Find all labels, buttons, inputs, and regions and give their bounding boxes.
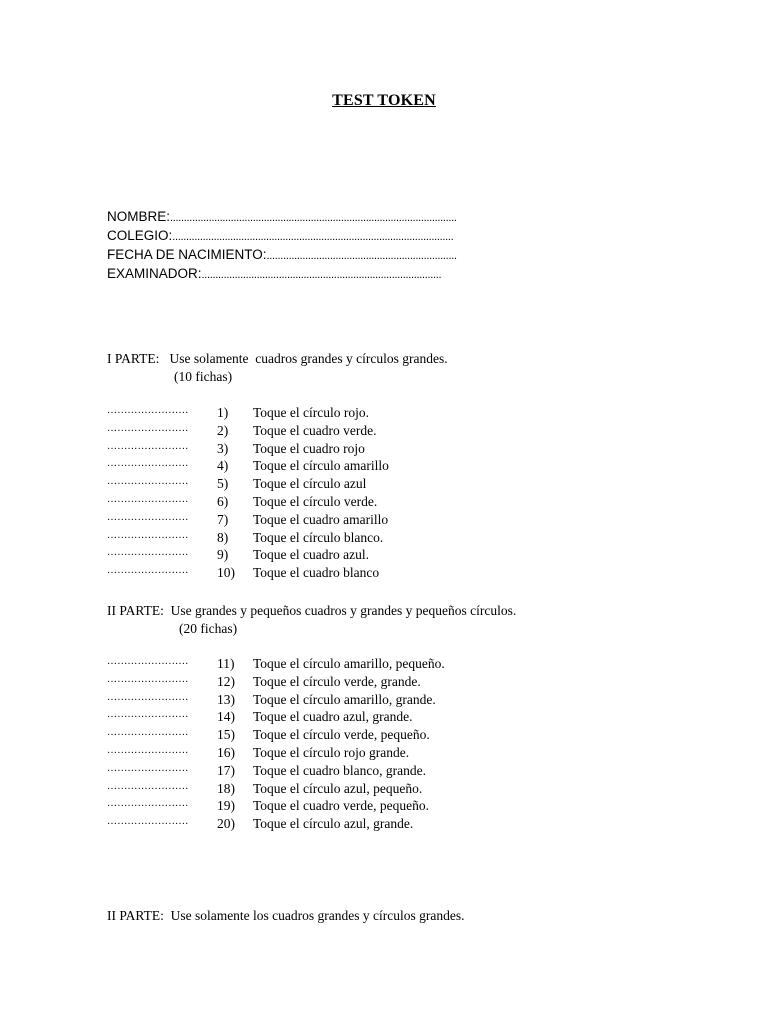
answer-blank: …………………… bbox=[107, 565, 189, 577]
field-blank-line: ..................................................................... bbox=[266, 250, 457, 262]
item-number: 1) bbox=[217, 405, 229, 420]
field-colegio bbox=[107, 227, 457, 246]
item-number: 5) bbox=[217, 476, 229, 492]
answer-blank: …………………… bbox=[107, 547, 189, 559]
field-label: COLEGIO: bbox=[107, 228, 173, 243]
answer-blank: …………………… bbox=[107, 493, 189, 505]
answer-blank: …………………… bbox=[107, 405, 189, 416]
item-instruction: Toque el cuadro azul, grande. bbox=[253, 709, 413, 725]
field-examinador bbox=[107, 265, 457, 284]
item-instruction: Toque el círculo verde, grande. bbox=[253, 673, 421, 689]
field-label: EXAMINADOR: bbox=[107, 266, 202, 281]
item-instruction: Toque el círculo azul bbox=[253, 476, 367, 492]
item-number: 13) bbox=[217, 691, 235, 707]
item-number: 11) bbox=[217, 656, 235, 671]
item-number: 2) bbox=[217, 422, 229, 438]
student-info-fields bbox=[107, 208, 457, 284]
field-label: FECHA DE NACIMIENTO: bbox=[107, 247, 267, 262]
answer-blank: …………………… bbox=[107, 440, 189, 452]
item-instruction: Toque el cuadro verde. bbox=[253, 422, 377, 438]
field-blank-line: ...................................................................................................... bbox=[172, 231, 454, 243]
item-instruction: Toque el círculo rojo. bbox=[253, 405, 370, 420]
part-3-heading bbox=[107, 907, 465, 925]
item-instruction: Toque el círculo azul, grande. bbox=[253, 816, 414, 832]
item-instruction: Toque el cuadro azul. bbox=[253, 547, 370, 563]
field-blank-line: ....................................................................................... bbox=[201, 269, 442, 281]
item-number: 16) bbox=[217, 744, 235, 760]
answer-blank: …………………… bbox=[107, 673, 189, 685]
item-number: 7) bbox=[217, 511, 229, 527]
document-title: TEST TOKEN bbox=[332, 92, 436, 109]
item-instruction: Toque el círculo blanco. bbox=[253, 529, 384, 545]
item-instruction: Toque el círculo amarillo, grande. bbox=[253, 691, 436, 707]
item-number: 20) bbox=[217, 816, 235, 832]
item-number: 8) bbox=[217, 529, 229, 545]
item-instruction: Toque el círculo rojo grande. bbox=[253, 744, 410, 760]
answer-blank: …………………… bbox=[107, 529, 189, 541]
item-number: 9) bbox=[217, 547, 229, 563]
item-instruction: Toque el círculo azul, pequeño. bbox=[253, 780, 423, 796]
answer-blank: …………………… bbox=[107, 656, 189, 667]
item-number: 4) bbox=[217, 458, 229, 474]
item-number: 15) bbox=[217, 727, 235, 743]
answer-blank: …………………… bbox=[107, 458, 189, 470]
field-nombre bbox=[107, 208, 457, 227]
item-number: 10) bbox=[217, 565, 235, 581]
answer-blank: …………………… bbox=[107, 709, 189, 721]
answer-blank: …………………… bbox=[107, 798, 189, 810]
item-instruction: Toque el círculo verde, pequeño. bbox=[253, 727, 430, 743]
item-instruction: Toque el cuadro amarillo bbox=[253, 511, 389, 527]
answer-blank: …………………… bbox=[107, 511, 189, 523]
part-1-token-count: (10 fichas) bbox=[174, 369, 233, 384]
item-number: 12) bbox=[217, 673, 235, 689]
part-2-token-count: (20 fichas) bbox=[179, 621, 238, 636]
answer-blank: …………………… bbox=[107, 816, 189, 828]
answer-blank: …………………… bbox=[107, 476, 189, 488]
item-number: 19) bbox=[217, 798, 235, 814]
item-instruction: Toque el círculo verde. bbox=[253, 493, 378, 509]
part-1-instruction: I PARTE: Use solamente cuadros grandes y círculos grandes. bbox=[107, 351, 448, 366]
item-number: 14) bbox=[217, 709, 235, 725]
field-fecha-nacimiento bbox=[107, 246, 457, 265]
item-number: 17) bbox=[217, 762, 235, 778]
answer-blank: …………………… bbox=[107, 744, 189, 756]
part-2-heading bbox=[107, 602, 516, 638]
field-blank-line: ........................................................................................................ bbox=[170, 212, 457, 224]
field-label: NOMBRE: bbox=[107, 209, 171, 224]
item-instruction: Toque el cuadro blanco, grande. bbox=[253, 762, 426, 778]
part-3-instruction: II PARTE: Use solamente los cuadros grandes y círculos grandes. bbox=[107, 908, 465, 923]
item-number: 18) bbox=[217, 780, 235, 796]
part-1-heading bbox=[107, 350, 448, 386]
item-number: 6) bbox=[217, 493, 229, 509]
answer-blank: …………………… bbox=[107, 727, 189, 739]
answer-blank: …………………… bbox=[107, 422, 189, 434]
item-number: 3) bbox=[217, 440, 229, 456]
item-instruction: Toque el cuadro verde, pequeño. bbox=[253, 798, 429, 814]
item-instruction: Toque el cuadro rojo bbox=[253, 440, 365, 456]
answer-blank: …………………… bbox=[107, 762, 189, 774]
part-2-instruction: II PARTE: Use grandes y pequeños cuadros y grandes y pequeños círculos. bbox=[107, 603, 517, 618]
answer-blank: …………………… bbox=[107, 780, 189, 792]
item-instruction: Toque el cuadro blanco bbox=[253, 565, 380, 581]
item-instruction: Toque el círculo amarillo bbox=[253, 458, 389, 474]
item-instruction: Toque el círculo amarillo, pequeño. bbox=[253, 656, 445, 671]
answer-blank: …………………… bbox=[107, 691, 189, 703]
